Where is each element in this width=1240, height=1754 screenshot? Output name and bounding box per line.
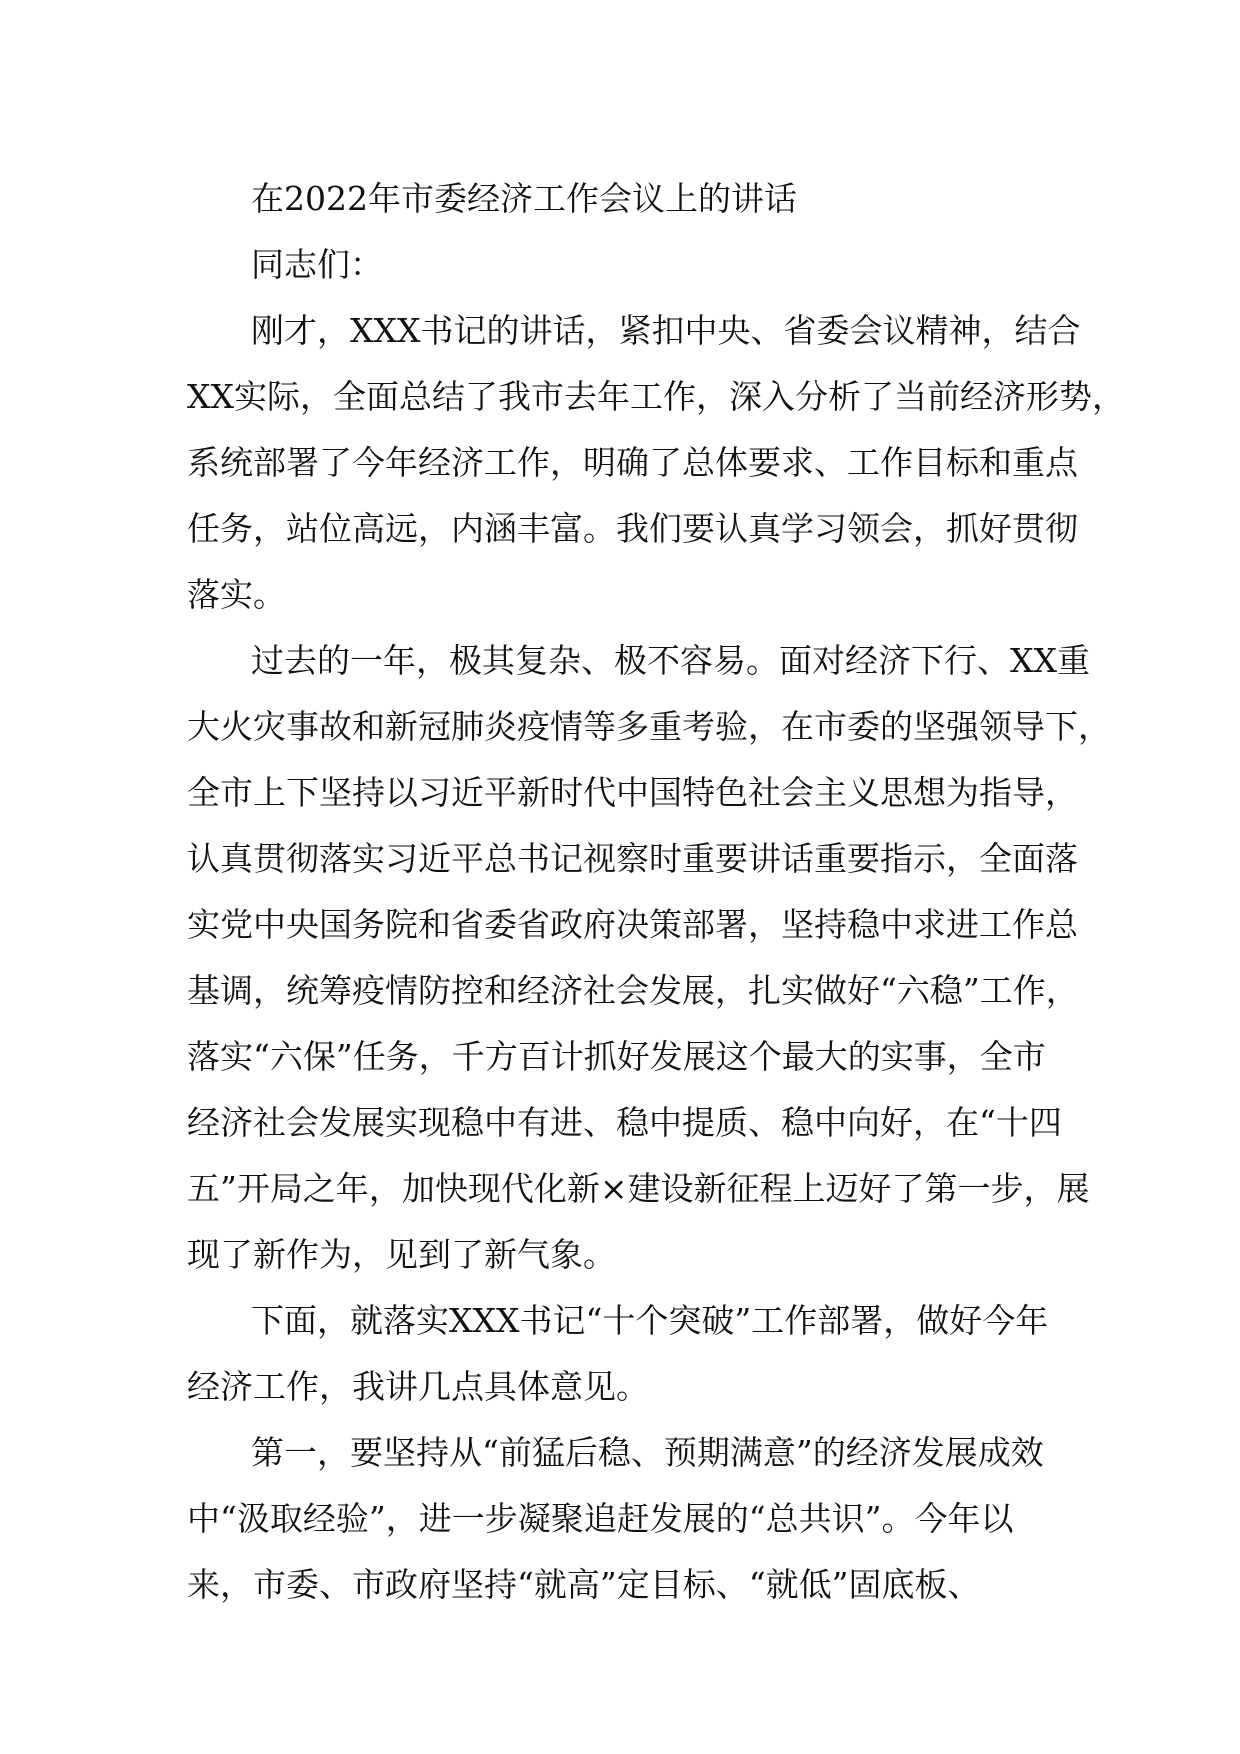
paragraph-line: 落实“六保”任务，千方百计抓好发展这个最大的实事，全市 <box>187 1037 1046 1076</box>
paragraph-line: 过去的一年，极其复杂、极不容易。面对经济下行、XX重 <box>251 641 1090 680</box>
paragraph-1 <box>187 298 1125 628</box>
paragraph-line: 大火灾事故和新冠肺炎疫情等多重考验，在市委的坚强领导下， <box>187 707 1111 746</box>
document-body <box>187 166 1125 1618</box>
paragraph-line: 经济工作，我讲几点具体意见。 <box>187 1367 649 1406</box>
paragraph-line: 来，市委、市政府坚持“就高”定目标、“就低”固底板、 <box>187 1565 981 1604</box>
document-title: 在2022年市委经济工作会议上的讲话 <box>251 179 797 218</box>
paragraph-4 <box>187 1420 1087 1618</box>
paragraph-line: 系统部署了今年经济工作，明确了总体要求、工作目标和重点 <box>187 443 1078 482</box>
paragraph-line: XX实际，全面总结了我市去年工作，深入分析了当前经济形势， <box>187 377 1125 416</box>
paragraph-3 <box>187 1288 1087 1420</box>
paragraph-line: 实党中央国务院和省委省政府决策部署，坚持稳中求进工作总 <box>187 905 1078 944</box>
paragraph-line: 全市上下坚持以习近平新时代中国特色社会主义思想为指导， <box>187 773 1078 812</box>
salutation: 同志们： <box>251 245 383 284</box>
paragraph-line: 经济社会发展实现稳中有进、稳中提质、稳中向好，在“十四 <box>187 1103 1062 1142</box>
paragraph-line: 下面，就落实XXX书记“十个突破”工作部署，做好今年 <box>251 1301 1049 1340</box>
paragraph-line: 认真贯彻落实习近平总书记视察时重要讲话重要指示，全面落 <box>187 839 1078 878</box>
paragraph-line: 中“汲取经验”，进一步凝聚追赶发展的“总共识”。今年以 <box>187 1499 1014 1538</box>
paragraph-line: 落实。 <box>187 575 286 614</box>
paragraph-2 <box>187 628 1111 1288</box>
paragraph-line: 基调，统筹疫情防控和经济社会发展，扎实做好“六稳”工作， <box>187 971 1079 1010</box>
paragraph-line: 刚才，XXX书记的讲话，紧扣中央、省委会议精神，结合 <box>251 311 1081 350</box>
paragraph-line: 五”开局之年，加快现代化新×建设新征程上迈好了第一步，展 <box>187 1169 1090 1208</box>
paragraph-line: 第一，要坚持从“前猛后稳、预期满意”的经济发展成效 <box>251 1433 1044 1472</box>
paragraph-line: 任务，站位高远，内涵丰富。我们要认真学习领会，抓好贯彻 <box>187 509 1078 548</box>
paragraph-line: 现了新作为，见到了新气象。 <box>187 1235 616 1274</box>
